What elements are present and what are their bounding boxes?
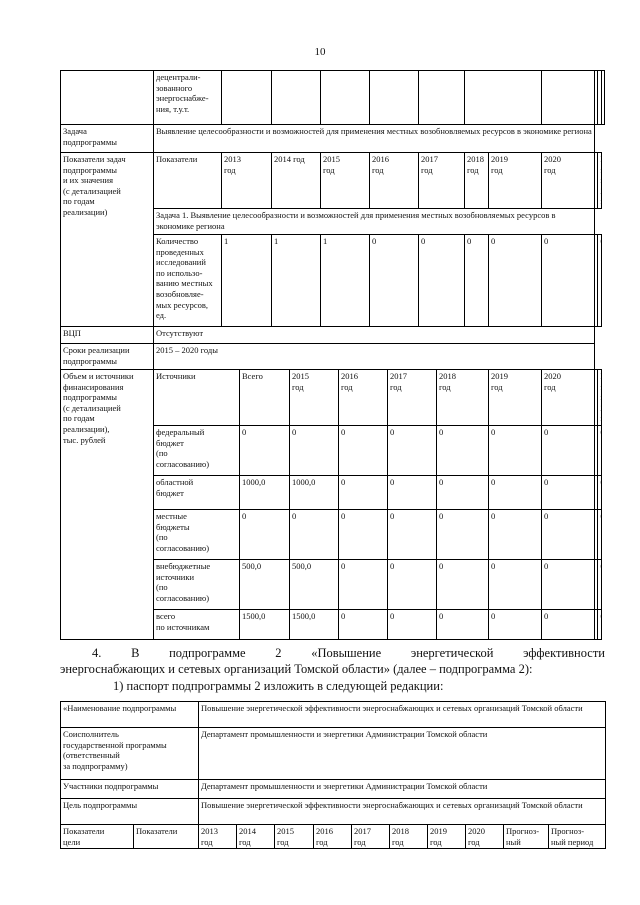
financing-value: 0 (339, 509, 388, 559)
terms-text: 2015 – 2020 годы (154, 343, 595, 369)
financing-value: 0 (489, 475, 542, 509)
financing-value: 0 (339, 559, 388, 609)
indicator-value: 0 (419, 234, 465, 326)
indicator-header: 2016 год (370, 153, 419, 209)
paragraph-passport-edit: 1) паспорт подпрограммы 2 изложить в следующей редакции: (113, 679, 444, 693)
financing-value: 0 (437, 559, 489, 609)
table-row (61, 825, 606, 849)
table-cell-empty (465, 71, 542, 125)
financing-value: 500,0 (240, 559, 290, 609)
financing-value: 0 (388, 509, 437, 559)
financing-value: 0 (542, 475, 595, 509)
passport-table-1 (60, 70, 605, 640)
table-row (61, 702, 606, 728)
financing-source: местные бюджеты (по согласованию) (154, 509, 240, 559)
indicator-continuation: децентрали- зованного энергоснабже- ния, т.у.т. (154, 71, 222, 125)
financing-source: внебюджетные источники (по согласованию) (154, 559, 240, 609)
row-label-terms: Сроки реализации подпрограммы (61, 343, 154, 369)
financing-value: 1500,0 (240, 609, 290, 639)
financing-value: 0 (437, 509, 489, 559)
indicator-header: 2018 год (390, 825, 428, 849)
financing-value: 0 (489, 425, 542, 475)
indicator-value: 0 (542, 234, 595, 326)
table-row (61, 343, 605, 369)
financing-header: 2020 год (542, 369, 595, 425)
indicator-value: 0 (489, 234, 542, 326)
indicator-header: 2014 год (237, 825, 275, 849)
table-cell-empty (370, 71, 419, 125)
financing-value: 0 (437, 425, 489, 475)
indicator-value: 1 (222, 234, 272, 326)
indicator-header: Показатели (154, 153, 222, 209)
passport-table-2 (60, 701, 606, 849)
indicator-header: 2013 год (199, 825, 237, 849)
row-label-vcp: ВЦП (61, 326, 154, 343)
indicator-value: 1 (272, 234, 321, 326)
vcp-text: Отсутствуют (154, 326, 595, 343)
indicator-header: Прогноз- ный период (549, 825, 606, 849)
table-cell-empty (419, 71, 465, 125)
financing-value (598, 475, 601, 509)
indicator-value (598, 234, 601, 326)
table-cell-empty (272, 71, 321, 125)
indicator-header: 2019 год (489, 153, 542, 209)
financing-header: 2016 год (339, 369, 388, 425)
financing-value (598, 559, 601, 609)
paragraph-line-2: энергоснабжающих и сетевых организаций Томской области» (далее – подпрограмма 2): (60, 662, 533, 676)
passport-value: Департамент промышленности и энергетики Администрации Томской области (199, 728, 606, 780)
financing-value: 0 (542, 559, 595, 609)
table-cell-empty (222, 71, 272, 125)
indicator-header: Показатели (134, 825, 199, 849)
table-row (61, 369, 605, 425)
financing-value (598, 609, 601, 639)
indicator-header: 2019 год (428, 825, 466, 849)
indicator-header (598, 153, 601, 209)
row-label-indicators: Показатели задач подпрограммы и их значения (с детализацией по годам реализации) (61, 153, 154, 327)
financing-value: 0 (542, 609, 595, 639)
financing-value: 500,0 (290, 559, 339, 609)
indicator-header: Прогноз- ный (504, 825, 549, 849)
financing-value: 0 (489, 559, 542, 609)
passport-label: «Наименование подпрограммы (61, 702, 199, 728)
row-label-task: Задача подпрограммы (61, 125, 154, 153)
indicator-header: 2014 год (272, 153, 321, 209)
financing-value: 0 (339, 609, 388, 639)
financing-value: 0 (240, 425, 290, 475)
financing-header: 2017 год (388, 369, 437, 425)
financing-header: Всего (240, 369, 290, 425)
financing-value: 0 (489, 509, 542, 559)
financing-value: 0 (240, 509, 290, 559)
financing-value (598, 425, 601, 475)
financing-value: 0 (388, 425, 437, 475)
financing-value: 0 (339, 475, 388, 509)
indicator-header: 2013 год (222, 153, 272, 209)
financing-source: федеральный бюджет (по согласованию) (154, 425, 240, 475)
row-label-financing: Объем и источники финансирования подпрограммы (с детализацией по годам реализации), тыс. рублей (61, 369, 154, 639)
financing-header: 2019 год (489, 369, 542, 425)
indicator-header: 2020 год (466, 825, 504, 849)
financing-value: 1000,0 (290, 475, 339, 509)
financing-header (598, 369, 601, 425)
financing-value (598, 509, 601, 559)
financing-header: 2018 год (437, 369, 489, 425)
indicator-header: 2015 год (321, 153, 370, 209)
financing-value: 0 (542, 425, 595, 475)
table-row (61, 326, 605, 343)
passport-value: Повышение энергетической эффективности энергоснабжающих и сетевых организаций Томской области (199, 702, 606, 728)
indicator-header: 2018 год (465, 153, 489, 209)
financing-value: 1000,0 (240, 475, 290, 509)
financing-value: 0 (388, 475, 437, 509)
financing-value: 0 (437, 609, 489, 639)
financing-source: областной бюджет (154, 475, 240, 509)
paragraph-subprogram-2 (60, 645, 605, 677)
passport-value: Департамент промышленности и энергетики Администрации Томской области (199, 780, 606, 799)
indicator-header: 2020 год (542, 153, 595, 209)
financing-value: 1500,0 (290, 609, 339, 639)
passport-label: Участники подпрограммы (61, 780, 199, 799)
indicator-header: 2016 год (314, 825, 352, 849)
financing-value: 0 (290, 425, 339, 475)
indicator-value: 1 (321, 234, 370, 326)
table-cell-empty (601, 71, 604, 125)
paragraph-line-1: 4. В подпрограмме 2 «Повышение энергетической эффективности (92, 646, 605, 660)
financing-value: 0 (339, 425, 388, 475)
task-1-text: Задача 1. Выявление целесообразности и возможностей для применения местных возобновляемых ресурсов в экономике региона (154, 208, 595, 234)
table-cell-empty (542, 71, 595, 125)
table-row (61, 125, 605, 153)
indicator-value: 0 (465, 234, 489, 326)
page-number: 10 (314, 46, 326, 58)
label-cell-empty (61, 71, 154, 125)
table-row (61, 728, 606, 780)
table-row (61, 780, 606, 799)
indicator-header: 2015 год (275, 825, 314, 849)
indicator-header: 2017 год (419, 153, 465, 209)
financing-value: 0 (388, 559, 437, 609)
financing-header: 2015 год (290, 369, 339, 425)
passport-label: Соисполнитель государственной программы (ответственный за подпрограмму) (61, 728, 199, 780)
financing-header: Источники (154, 369, 240, 425)
financing-value: 0 (388, 609, 437, 639)
table-cell-empty (321, 71, 370, 125)
indicator-header: 2017 год (352, 825, 390, 849)
task-text: Выявление целесообразности и возможностей для применения местных возобновляемых ресурсов в экономике региона (154, 125, 595, 153)
financing-value: 0 (437, 475, 489, 509)
passport-value: Повышение энергетической эффективности энергоснабжающих и сетевых организаций Томской области (199, 799, 606, 825)
financing-source: всего по источникам (154, 609, 240, 639)
table-row (61, 799, 606, 825)
table-row (61, 71, 605, 125)
financing-value: 0 (542, 509, 595, 559)
table-row (61, 153, 605, 209)
indicator-header: Показатели цели (61, 825, 134, 849)
financing-value: 0 (489, 609, 542, 639)
financing-value: 0 (290, 509, 339, 559)
passport-label: Цель подпрограммы (61, 799, 199, 825)
indicator-value: 0 (370, 234, 419, 326)
indicator-name: Количество проведенных исследований по использо- ванию местных возобновляе- мых ресурсов, ед. (154, 234, 222, 326)
